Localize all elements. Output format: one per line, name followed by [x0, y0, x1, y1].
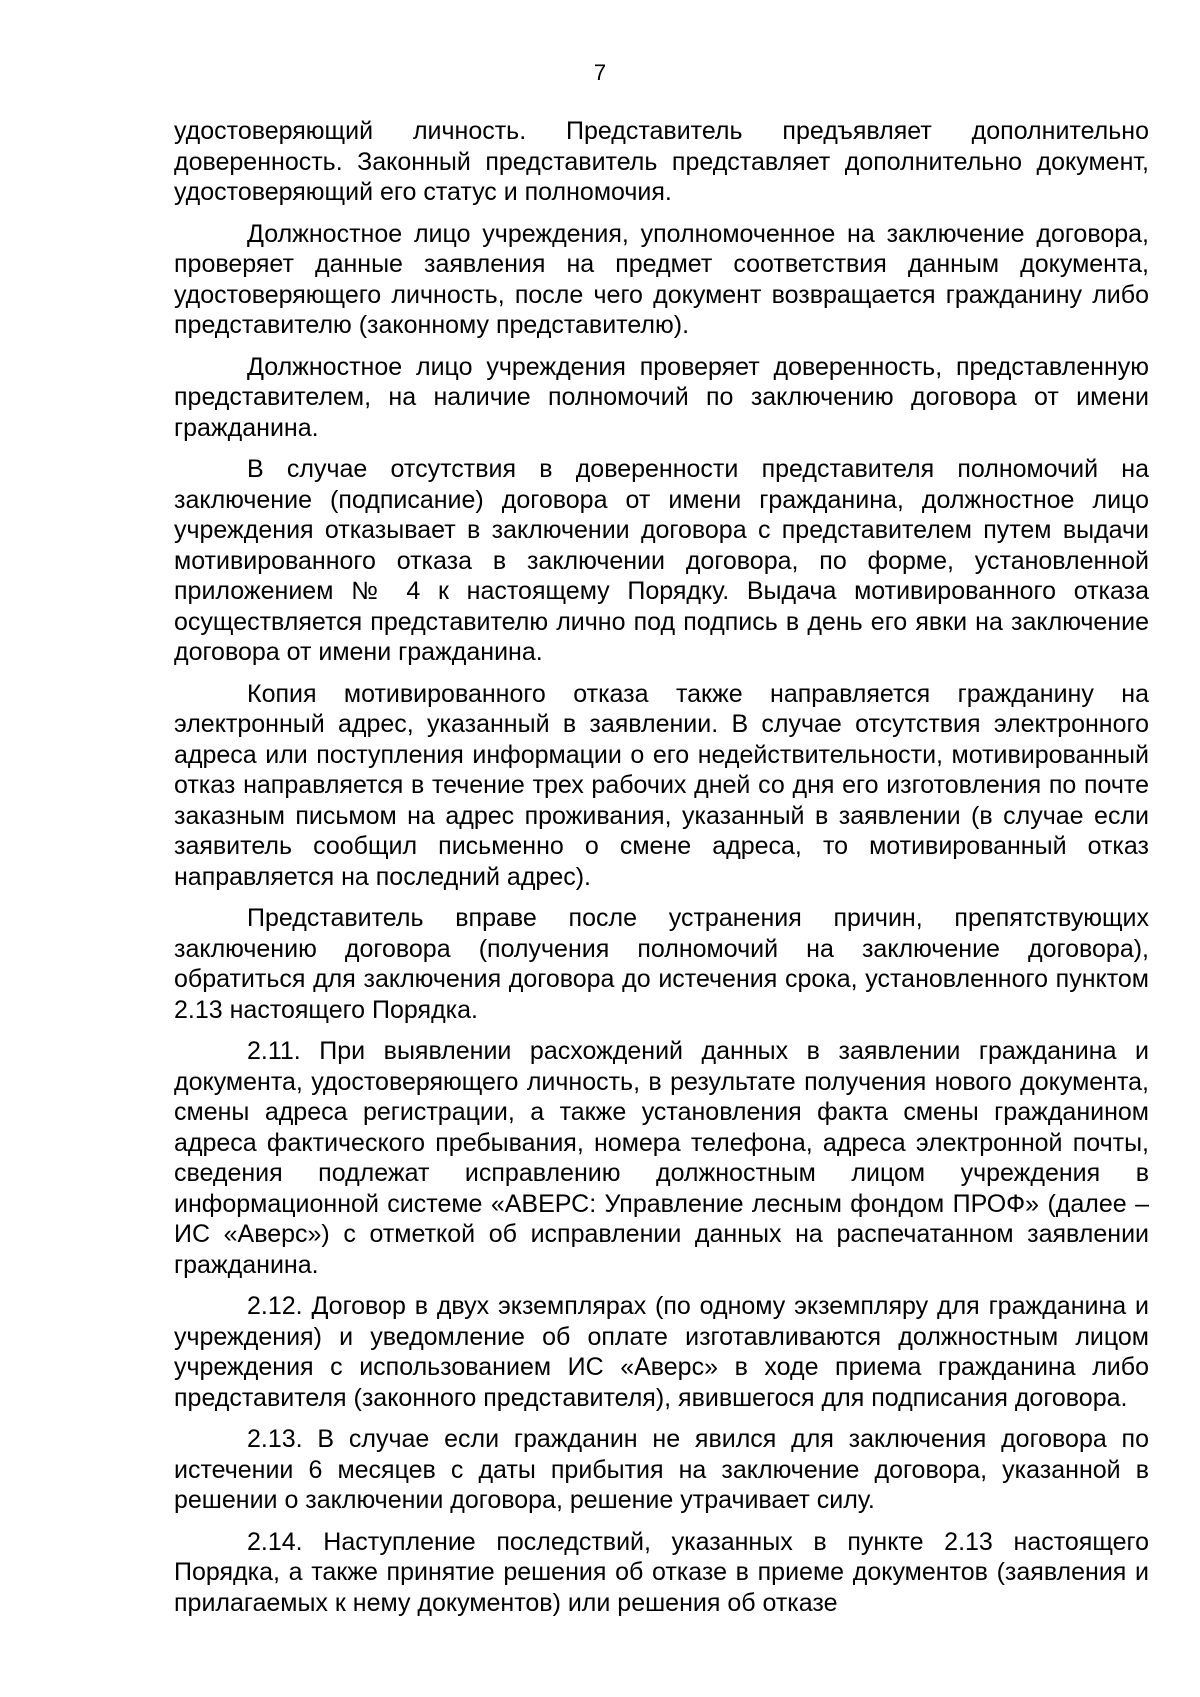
paragraph-clause-2-14: 2.14. Наступление последствий, указанных в пункте 2.13 настоящего Порядка, а также принятие решения об отказе в приеме документов (заявления и прилагаемых к нему документов) или решения об отказе [174, 1527, 1149, 1617]
paragraph-clause-2-11: 2.11. При выявлении расхождений данных в заявлении гражданина и документа, удостоверяющего личность, в результате получения нового документа, смены адреса регистрации, а также установления факта смены гражданином адреса фактического пребывания, номера телефона, адреса электронной почты, сведения подлежат исправлению должностным лицом учреждения в информационной системе «АВЕРС: Управление лесным фондом ПРОФ» (далее – ИС «Аверс») с отметкой об исправлении данных на распечатанном заявлении гражданина. [174, 1037, 1149, 1279]
paragraph-refusal-copy: Копия мотивированного отказа также направляется гражданину на электронный адрес, указанный в заявлении. В случае отсутствия электронного адреса или поступления информации о его недействительности, мотивированный отказ направляется в течение трех рабочих дней со дня его изготовления по почте заказным письмом на адрес проживания, указанный в заявлении (в случае если заявитель сообщил письменно о смене адреса, то мотивированный отказ направляется на последний адрес). [174, 679, 1149, 891]
paragraph-clause-2-13: 2.13. В случае если гражданин не явился для заключения договора по истечении 6 месяцев с даты прибытия на заключение договора, указанной в решении о заключении договора, решение утрачивает силу. [174, 1425, 1149, 1514]
paragraph-clause-2-12: 2.12. Договор в двух экземплярах (по одному экземпляру для гражданина и учреждения) и уведомление об оплате изготавливаются должностным лицом учреждения с использованием ИС «Аверс» в ходе приема гражданина либо представителя (законного представителя), явившегося для подписания договора. [174, 1292, 1149, 1412]
paragraph-document-check: Должностное лицо учреждения, уполномоченное на заключение договора, проверяет данные заявления на предмет соответствия данным документа, удостоверяющего личность, после чего документ возвращается гражданину либо представителю (законному представителю). [174, 219, 1149, 339]
paragraph-representative-reapply: Представитель вправе после устранения причин, препятствующих заключению договора (получения полномочий на заключение договора), обратиться для заключения договора до истечения срока, установленного пунктом 2.13 настоящего Порядка. [174, 904, 1149, 1024]
page-number: 7 [593, 60, 607, 85]
paragraph-continuation: удостоверяющий личность. Представитель предъявляет дополнительно доверенность. Законный представитель представляет дополнительно документ, удостоверяющий его статус и полномочия. [174, 117, 1149, 206]
document-body [174, 116, 1149, 1629]
paragraph-power-of-attorney-check: Должностное лицо учреждения проверяет доверенность, представленную представителем, на наличие полномочий по заключению договора от имени гражданина. [174, 352, 1149, 442]
paragraph-refusal-issuance: В случае отсутствия в доверенности представителя полномочий на заключение (подписание) договора от имени гражданина, должностное лицо учреждения отказывает в заключении договора с представителем путем выдачи мотивированного отказа в заключении договора, по форме, установленной приложением № 4 к настоящему Порядку. Выдача мотивированного отказа осуществляется представителю лично под подпись в день его явки на заключение договора от имени гражданина. [174, 455, 1149, 666]
